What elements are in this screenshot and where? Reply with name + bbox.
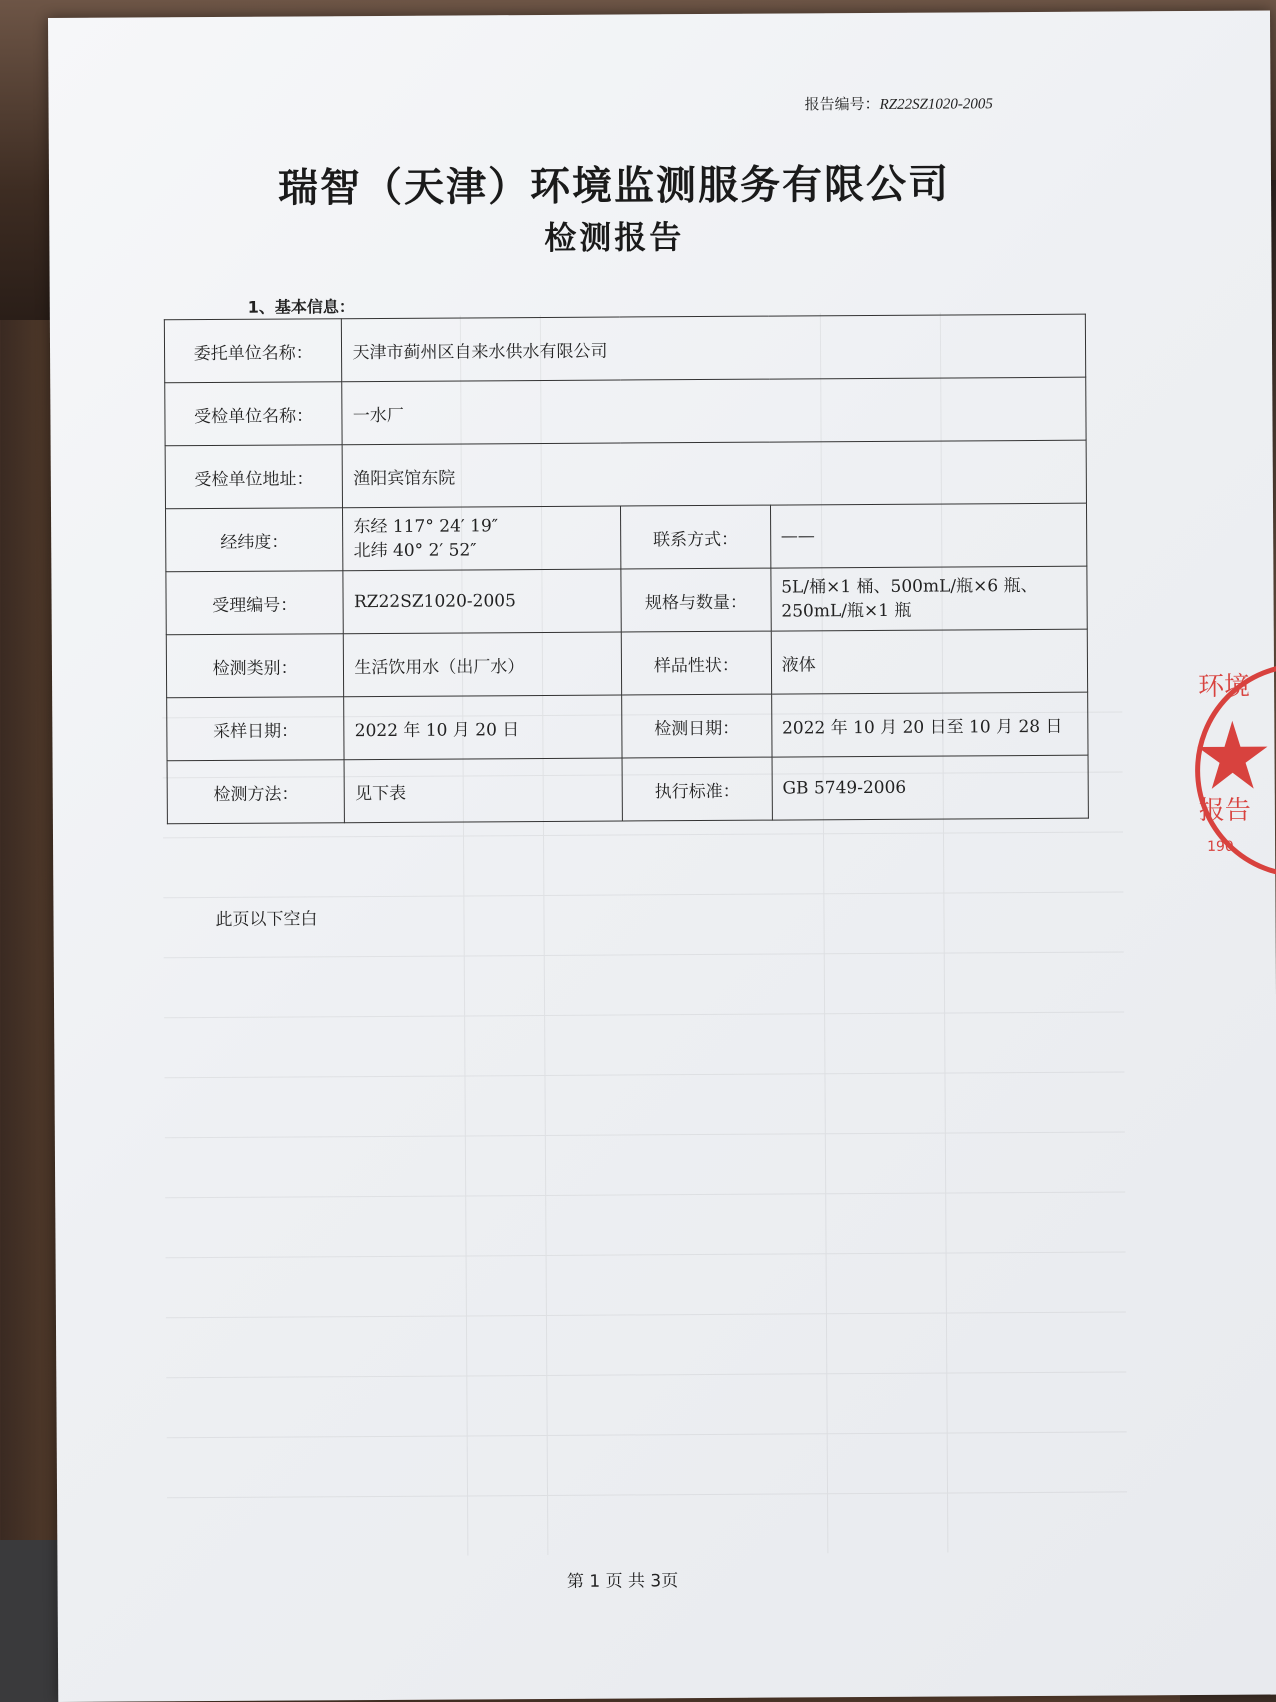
- report-number-value: RZ22SZ1020-2005: [879, 96, 993, 113]
- client-label: 委托单位名称：: [164, 319, 342, 383]
- document-title: 检测报告: [544, 218, 685, 257]
- seal-text-bottom: 190: [1207, 838, 1234, 855]
- spec-line-2: 250mL/瓶×1 瓶: [781, 600, 912, 622]
- test-date-value: 2022 年 10 月 20 日至 10 月 28 日: [771, 692, 1088, 757]
- inspected-value: 一水厂: [342, 377, 1086, 445]
- sample-date-value: 2022 年 10 月 20 日: [344, 695, 622, 760]
- table-row: [167, 755, 1088, 824]
- spec-line-1: 5L/桶×1 桶、500mL/瓶×6 瓶、: [781, 575, 1038, 598]
- table-row: [167, 692, 1088, 761]
- state-label: 样品性状：: [621, 631, 771, 695]
- section-heading: 1、基本信息：: [247, 297, 355, 317]
- table-row: [166, 629, 1087, 698]
- coords-value: [343, 506, 621, 571]
- standard-label: 执行标准：: [622, 757, 772, 821]
- test-date-label: 检测日期：: [622, 694, 772, 758]
- page-number: 第 1 页 共 3页: [566, 1571, 679, 1592]
- report-number: [804, 92, 992, 114]
- sheet: [48, 11, 1276, 1702]
- category-value: 生活饮用水（出厂水）: [344, 632, 622, 697]
- table-row: [165, 377, 1086, 446]
- basic-info-table: [164, 314, 1089, 825]
- coords-label: 经纬度：: [166, 508, 344, 572]
- table-row: [165, 440, 1086, 509]
- seal-text-mid: 报告: [1198, 795, 1251, 826]
- sample-date-label: 采样日期：: [167, 697, 345, 761]
- report-paper: [48, 11, 1276, 1702]
- accept-label: 受理编号：: [166, 571, 344, 635]
- red-seal-stamp: [1192, 661, 1273, 901]
- blank-page-note: 此页以下空白: [215, 909, 318, 930]
- address-label: 受检单位地址：: [165, 445, 343, 509]
- seal-text-top: 环境: [1198, 671, 1251, 702]
- report-number-label: 报告编号：: [804, 94, 880, 114]
- category-label: 检测类别：: [166, 634, 344, 698]
- coords-lon: 东经 117° 24′ 19″: [353, 516, 499, 538]
- address-value: 渔阳宾馆东院: [342, 440, 1086, 508]
- table-row: [166, 503, 1087, 572]
- spec-label: 规格与数量：: [621, 568, 771, 632]
- table-row: [164, 314, 1085, 383]
- contact-value: ——: [770, 503, 1087, 568]
- inspected-label: 受检单位名称：: [165, 382, 343, 446]
- standard-value: GB 5749-2006: [772, 755, 1089, 820]
- company-title: 瑞智（天津）环境监测服务有限公司: [277, 160, 951, 212]
- accept-value: RZ22SZ1020-2005: [343, 569, 621, 634]
- contact-label: 联系方式：: [621, 505, 771, 569]
- coords-lat: 北纬 40° 2′ 52″: [353, 540, 477, 562]
- method-label: 检测方法：: [167, 760, 345, 824]
- client-value: 天津市蓟州区自来水供水有限公司: [342, 314, 1086, 382]
- background-bottom-left: [0, 1540, 60, 1702]
- state-value: 液体: [771, 629, 1088, 694]
- spec-value: [771, 566, 1088, 631]
- table-row: [166, 566, 1087, 635]
- method-value: 见下表: [344, 758, 622, 823]
